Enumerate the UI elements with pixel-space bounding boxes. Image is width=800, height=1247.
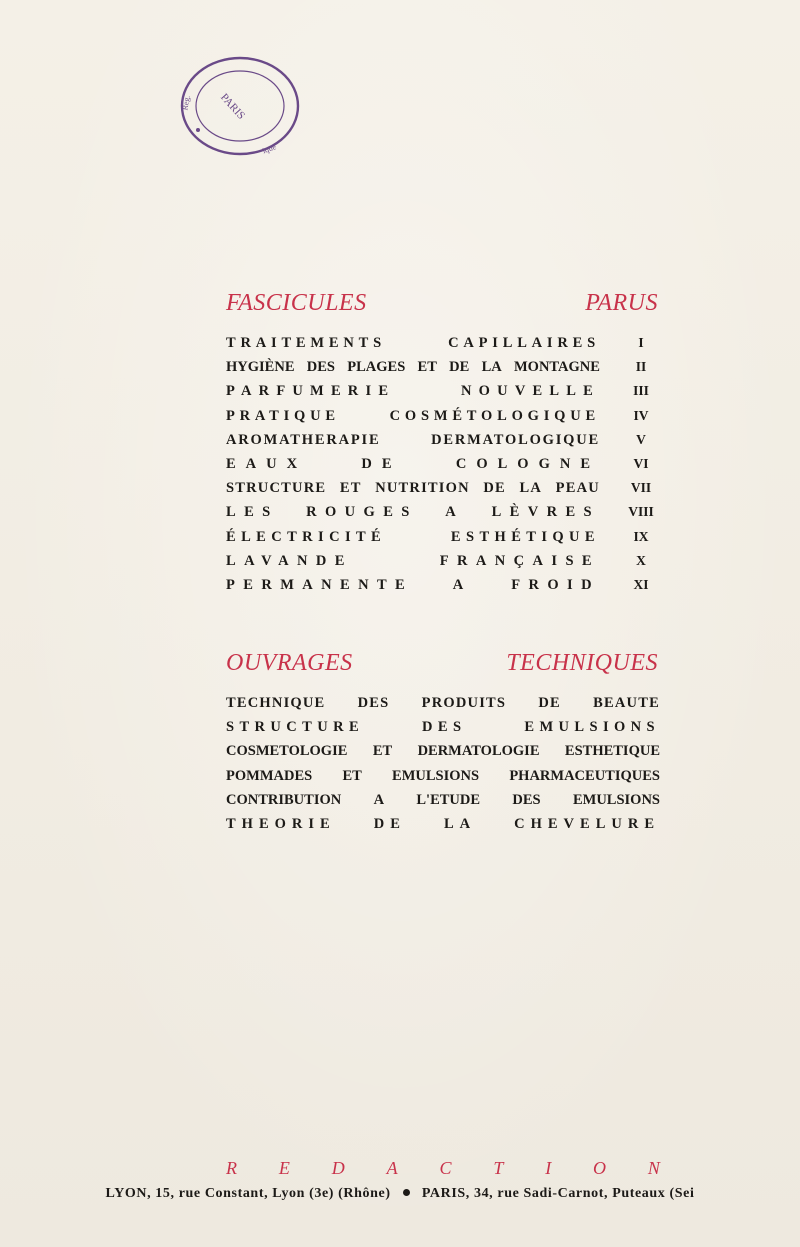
redaction-letter: I <box>545 1158 552 1178</box>
title-word: PLAGES <box>347 359 406 376</box>
fascicule-number: VIII <box>628 504 654 520</box>
fascicules-heading-right: PARUS <box>585 290 658 316</box>
title-word: COSMETOLOGIE <box>226 743 348 760</box>
title-word: ROUGES <box>306 504 418 521</box>
title-word: DES <box>357 695 390 711</box>
svg-text:ique: ique <box>261 142 278 156</box>
redaction-letter: A <box>386 1158 398 1178</box>
title-word: DE <box>449 359 470 376</box>
lyon-address: LYON, 15, rue Constant, Lyon (3e) (Rhône) <box>105 1186 391 1201</box>
list-item-title <box>226 383 622 400</box>
title-word: ESTHÉTIQUE <box>450 528 600 545</box>
list-item-title <box>226 695 660 712</box>
title-word: HYGIÈNE <box>226 359 295 376</box>
title-word: ET <box>339 480 362 497</box>
title-word: ET <box>372 743 393 760</box>
address-footer <box>0 1186 800 1202</box>
title-word: STRUCTURE <box>226 480 327 497</box>
title-word: LA <box>519 480 543 497</box>
title-word: EMULSIONS <box>524 719 660 736</box>
list-item-title <box>226 432 622 449</box>
title-word: COSMÉTOLOGIQUE <box>389 407 600 424</box>
fascicule-number: IX <box>633 528 649 544</box>
list-item-title <box>226 480 622 497</box>
title-word: TECHNIQUE <box>226 695 326 711</box>
list-item <box>226 383 660 407</box>
list-item <box>226 480 660 504</box>
redaction-letter: E <box>278 1158 290 1178</box>
redaction-letter: D <box>331 1158 345 1178</box>
title-word: EMULSIONS <box>392 767 480 784</box>
svg-text:Reg.: Reg. <box>180 94 192 111</box>
fascicule-number: I <box>638 335 644 350</box>
title-word: ET <box>417 359 437 376</box>
redaction-letter: R <box>226 1158 237 1178</box>
title-word: LA <box>443 815 477 832</box>
title-word: POMMADES <box>226 767 313 784</box>
title-word: MONTAGNE <box>513 359 600 376</box>
fascicule-number: V <box>636 431 646 447</box>
fascicule-number: IV <box>633 407 649 423</box>
library-stamp <box>172 48 312 160</box>
list-item <box>226 719 660 743</box>
title-word: ESTHETIQUE <box>564 743 660 760</box>
list-item <box>226 335 660 359</box>
fascicule-number: VI <box>633 455 649 471</box>
list-item-title <box>226 768 660 785</box>
title-word: LES <box>226 504 279 521</box>
title-word: AROMATHERAPIE <box>226 431 381 448</box>
fascicules-heading-left: FASCICULES <box>226 290 367 316</box>
list-item <box>226 456 660 480</box>
title-word: THEORIE <box>226 815 336 832</box>
title-word: DES <box>306 359 335 376</box>
list-item <box>226 816 660 840</box>
title-word: EMULSIONS <box>572 791 660 808</box>
title-word: CONTRIBUTION <box>226 791 342 808</box>
title-word: ET <box>342 767 362 784</box>
title-word: DE <box>373 815 406 832</box>
list-item <box>226 768 660 792</box>
title-word: DE <box>361 455 402 472</box>
ouvrages-heading-left: OUVRAGES <box>226 650 353 676</box>
title-word: ÉLECTRICITÉ <box>226 528 387 545</box>
paris-address: PARIS, 34, rue Sadi-Carnot, Puteaux (Sei <box>421 1186 695 1201</box>
fascicules-heading <box>226 290 658 317</box>
list-item <box>226 504 660 528</box>
list-item <box>226 792 660 816</box>
list-item <box>226 695 660 719</box>
title-word: PEAU <box>555 480 600 497</box>
list-item-title <box>226 719 660 736</box>
title-word: BEAUTE <box>593 695 660 711</box>
redaction-letter: C <box>439 1158 452 1178</box>
svg-text:PARIS: PARIS <box>218 91 248 122</box>
list-item <box>226 359 660 383</box>
list-item-title <box>226 816 660 833</box>
title-word: COLOGNE <box>455 455 600 472</box>
title-word: LÈVRES <box>491 504 600 521</box>
title-word: FRANÇAISE <box>439 552 600 569</box>
title-word: LAVANDE <box>226 552 353 569</box>
title-word: NUTRITION <box>375 480 470 497</box>
title-word: A <box>452 576 472 593</box>
title-word: PHARMACEUTIQUES <box>509 767 660 784</box>
title-word: DE <box>538 695 561 711</box>
fascicules-list <box>226 335 660 601</box>
list-item <box>226 432 660 456</box>
title-word: NOUVELLE <box>461 383 600 400</box>
list-item-title <box>226 577 622 594</box>
fascicule-number: VII <box>630 480 652 496</box>
title-word: L'ETUDE <box>416 791 481 808</box>
list-item <box>226 743 660 767</box>
list-item-title <box>226 529 622 546</box>
redaction-letter: T <box>493 1158 504 1178</box>
title-word: PRATIQUE <box>226 407 340 424</box>
title-word: DERMATOLOGIE <box>417 743 540 760</box>
title-word: DES <box>422 719 467 736</box>
redaction-letter: O <box>593 1158 607 1178</box>
title-word: DERMATOLOGIQUE <box>431 431 600 448</box>
list-item-title <box>226 553 622 570</box>
list-item-title <box>226 335 622 352</box>
title-word: DE <box>483 480 506 497</box>
title-word: A <box>373 791 385 808</box>
list-item-title <box>226 359 622 376</box>
list-item <box>226 408 660 432</box>
list-item-title <box>226 456 622 473</box>
title-word: PRODUITS <box>421 695 507 711</box>
ouvrages-heading <box>226 650 658 677</box>
fascicule-number: X <box>636 552 646 568</box>
list-item-title <box>226 792 660 809</box>
redaction-heading <box>226 1158 660 1179</box>
title-word: PARFUMERIE <box>226 383 396 400</box>
title-word: CAPILLAIRES <box>448 335 600 351</box>
title-word: EAUX <box>226 455 308 472</box>
list-item-title <box>226 743 660 760</box>
list-item <box>226 577 660 601</box>
title-word: CHEVELURE <box>514 815 660 832</box>
title-word: FROID <box>511 576 600 593</box>
fascicule-number: III <box>633 383 649 399</box>
title-word: A <box>445 504 465 521</box>
title-word: DES <box>512 791 541 808</box>
title-word: LA <box>481 359 502 376</box>
ouvrages-heading-right: TECHNIQUES <box>506 650 658 676</box>
title-word: STRUCTURE <box>226 719 365 736</box>
list-item <box>226 553 660 577</box>
separator-dot <box>403 1189 410 1196</box>
list-item-title <box>226 408 622 425</box>
title-word: PERMANENTE <box>226 576 414 593</box>
fascicule-number: XI <box>633 576 649 592</box>
fascicule-number: II <box>635 359 647 375</box>
list-item <box>226 529 660 553</box>
redaction-letter: N <box>647 1158 660 1178</box>
list-item-title <box>226 504 622 521</box>
ouvrages-list <box>226 695 660 840</box>
title-word: TRAITEMENTS <box>226 335 386 351</box>
